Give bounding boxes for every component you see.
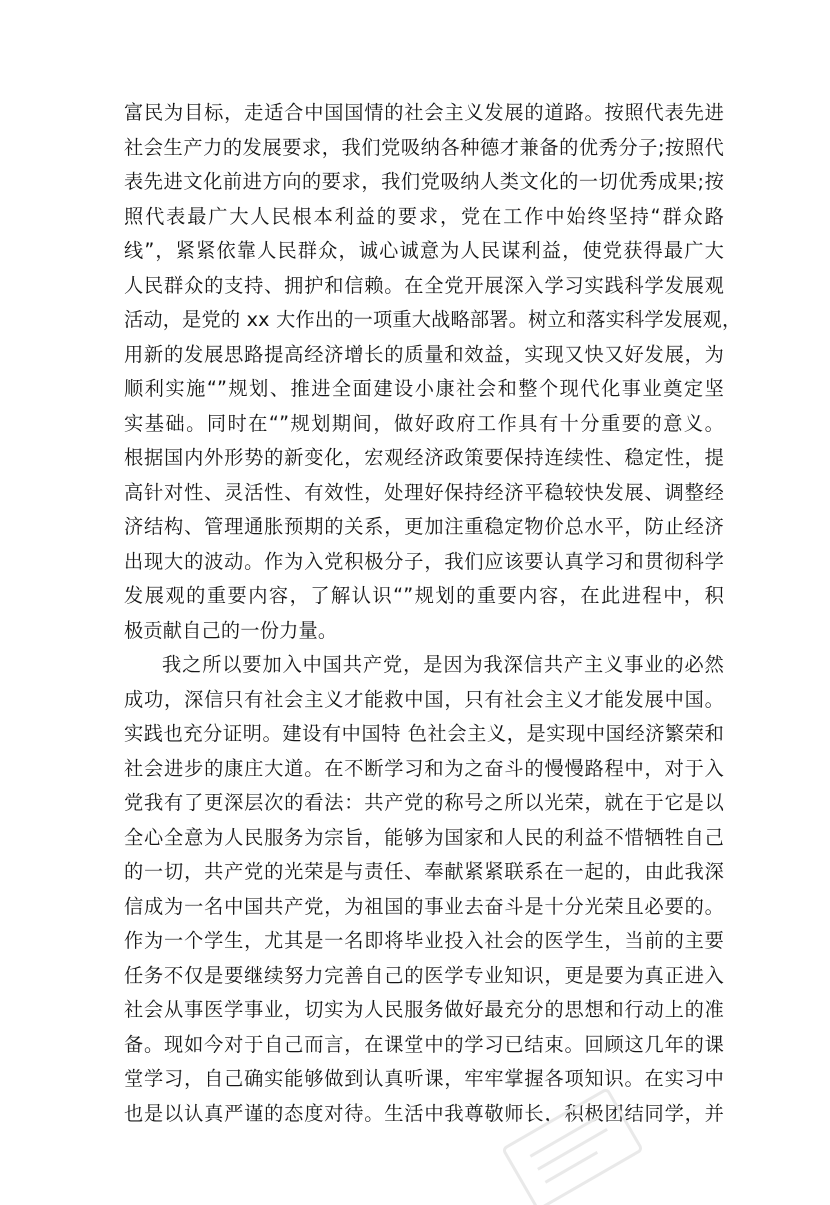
- text-line: 也是以认真严谨的态度对待。生活中我尊敬师长，积极团结同学，并: [124, 1101, 724, 1125]
- watermark-stroke: [538, 1129, 607, 1169]
- text-line: 备。现如今对于自己而言，在课堂中的学习已结束。回顾这几年的课: [124, 1032, 724, 1056]
- text-line: 表先进文化前进方向的要求，我们党吸纳人类文化的一切优秀成果;按: [124, 170, 724, 193]
- text-line: 全心全意为人民服务为宗旨，能够为国家和人民的利益不惜牺牲自己: [124, 825, 724, 849]
- text-line: 根据国内外形势的新变化，宏观经济政策要保持连续性、稳定性，提: [124, 446, 724, 469]
- paragraph-end-line: 极贡献自己的一份力量。: [124, 618, 338, 642]
- text-line: 出现大的波动。作为入党积极分子，我们应该要认真学习和贯彻科学: [124, 549, 724, 573]
- text-line: 活动，是党的 xx 大作出的一项重大战略部署。树立和落实科学发展观，: [124, 308, 742, 331]
- text-line: 作为一个学生，尤其是一名即将毕业投入社会的医学生，当前的主要: [124, 929, 724, 952]
- watermark-stroke: [545, 1152, 597, 1182]
- text-line: 照代表最广大人民根本利益的要求，党在工作中始终坚持“群众路: [124, 204, 724, 228]
- text-line: 发展观的重要内容，了解认识“”规划的重要内容，在此进程中，积: [124, 584, 724, 607]
- text-line: 社会进步的康庄大道。在不断学习和为之奋斗的慢慢路程中，对于入: [124, 756, 724, 780]
- text-line: 社会从事医学事业，切实为人民服务做好最充分的思想和行动上的准: [124, 998, 724, 1021]
- text-line: 实践也充分证明。建设有中国特 色社会主义，是实现中国经济繁荣和: [124, 722, 724, 745]
- text-line: 线”，紧紧依靠人民群众，诚心诚意为人民谋利益，使党获得最广大: [124, 239, 724, 262]
- text-line: 顺利实施“”规划、推进全面建设小康社会和整个现代化事业奠定坚: [124, 377, 724, 400]
- document-body: [124, 96, 742, 1131]
- text-line: 富民为目标，走适合中国国情的社会主义发展的道路。按照代表先进: [124, 101, 724, 124]
- text-line: 济结构、管理通胀预期的关系，更加注重稳定物价总水平，防止经济: [124, 515, 724, 538]
- text-line: 堂学习，自己确实能够做到认真听课，牢牢掌握各项知识。在实习中: [124, 1067, 724, 1090]
- text-line: 任务不仅是要继续努力完善自己的医学专业知识，更是要为真正进入: [124, 963, 724, 987]
- text-line: 成功，深信只有社会主义才能救中国，只有社会主义才能发展中国。: [124, 687, 724, 711]
- text-line: 人民群众的支持、拥护和信赖。在全党开展深入学习实践科学发展观: [124, 273, 724, 297]
- text-line: 用新的发展思路提高经济增长的质量和效益，实现又快又好发展，为: [124, 342, 724, 366]
- paragraph-first-line: 我之所以要加入中国共产党，是因为我深信共产主义事业的必然: [162, 653, 724, 676]
- text-line: 社会生产力的发展要求，我们党吸纳各种德才兼备的优秀分子;按照代: [124, 135, 724, 159]
- text-line: 高针对性、灵活性、有效性，处理好保持经济平稳较快发展、调整经: [124, 480, 724, 504]
- text-line: 实基础。同时在“”规划期间，做好政府工作具有十分重要的意义。: [124, 411, 724, 435]
- text-line: 信成为一名中国共产党，为祖国的事业去奋斗是十分光荣且必要的。: [124, 894, 724, 918]
- text-line: 党我有了更深层次的看法：共产党的称号之所以光荣，就在于它是以: [124, 791, 724, 814]
- text-line: 的一切，共产党的光荣是与责任、奉献紧紧联系在一起的，由此我深: [124, 860, 724, 883]
